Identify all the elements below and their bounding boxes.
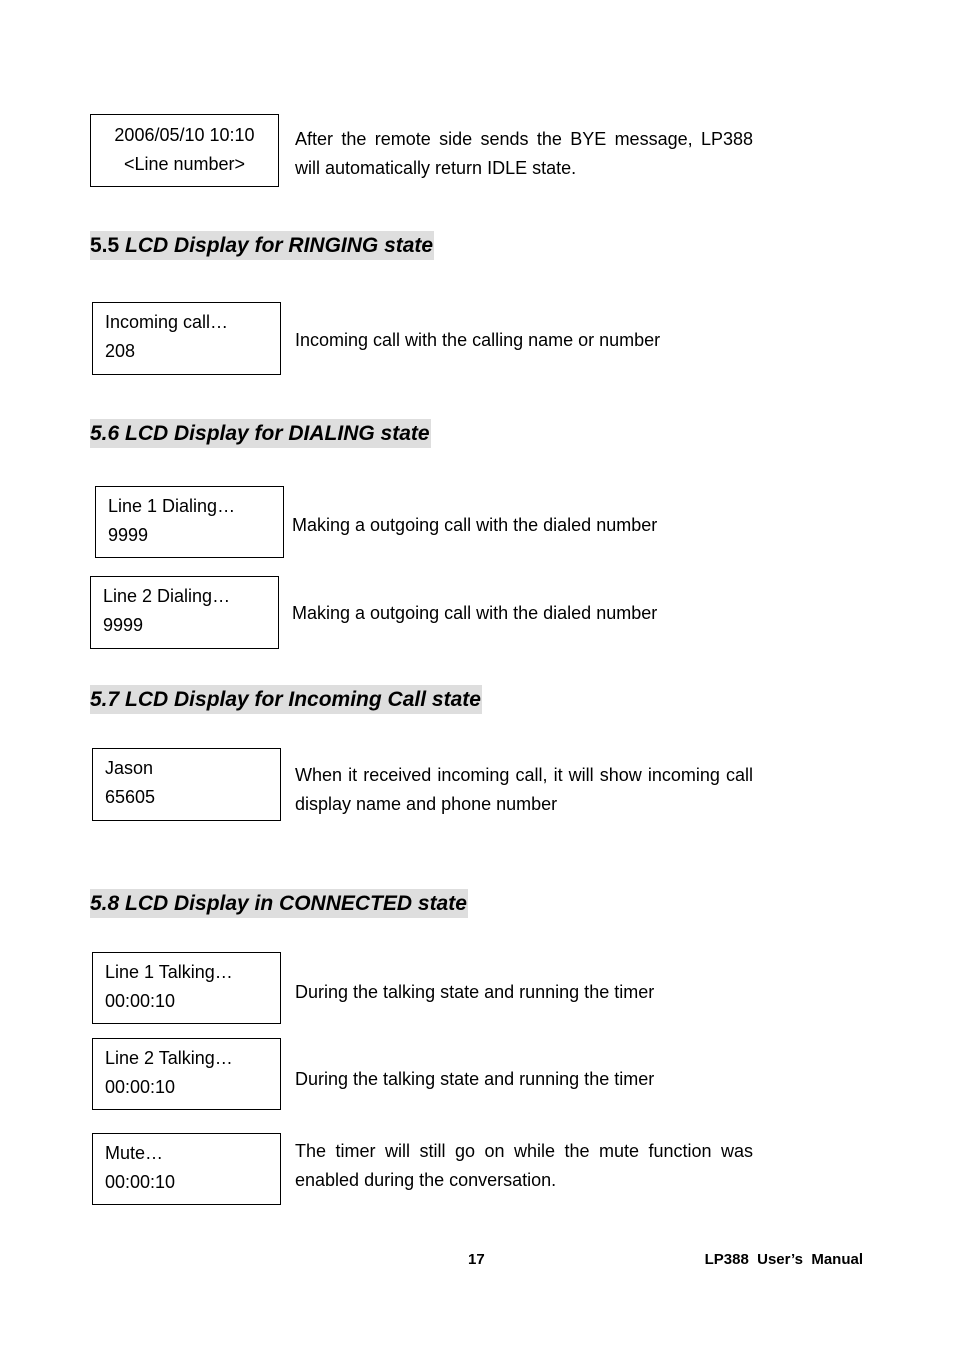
manual-title: LP388 User’s Manual — [704, 1251, 863, 1268]
lcd-description: During the talking state and running the timer — [295, 1069, 655, 1089]
section-heading-connected — [90, 889, 468, 918]
lcd-display-incoming-call — [92, 748, 281, 821]
lcd-line-2: 65605 — [105, 787, 156, 807]
lcd-line-1: Jason — [105, 758, 154, 778]
lcd-description: Incoming call with the calling name or number — [295, 330, 661, 350]
lcd-line-2: 00:00:10 — [105, 1077, 176, 1097]
section-title: 5.6 LCD Display for DIALING state — [90, 422, 430, 445]
lcd-line-1: Incoming call… — [105, 312, 229, 332]
section-heading-incoming-call — [90, 685, 482, 714]
section-heading-dialing — [90, 419, 431, 448]
lcd-display-line2-talking — [92, 1038, 281, 1110]
lcd-line-2: 9999 — [108, 525, 149, 545]
section-title: 5.7 LCD Display for Incoming Call state — [90, 688, 481, 711]
lcd-line-1: Line 1 Talking… — [105, 962, 233, 982]
lcd-description: Making a outgoing call with the dialed number — [292, 603, 658, 623]
lcd-description: Making a outgoing call with the dialed number — [292, 515, 658, 535]
lcd-line-1: Line 1 Dialing… — [108, 496, 236, 516]
lcd-description: When it received incoming call, it will show incoming call display name and phone number — [295, 765, 753, 814]
lcd-line-1: Line 2 Dialing… — [103, 586, 231, 606]
lcd-line-1: 2006/05/10 10:10 — [114, 125, 255, 145]
page-number: 17 — [468, 1251, 485, 1268]
lcd-line-2: 208 — [105, 341, 136, 361]
lcd-description: During the talking state and running the timer — [295, 982, 655, 1002]
lcd-display-mute — [92, 1133, 281, 1205]
section-title: LCD Display for RINGING state — [125, 234, 434, 257]
lcd-display-line1-dialing — [95, 486, 284, 558]
lcd-display-idle-return — [90, 114, 279, 187]
lcd-display-line2-dialing — [90, 576, 279, 649]
section-heading-ringing — [90, 231, 434, 260]
lcd-description: After the remote side sends the BYE message, LP388 will automatically return IDLE state. — [295, 129, 753, 178]
section-number: 5.5 — [90, 234, 120, 257]
lcd-line-2: <Line number> — [123, 154, 246, 174]
lcd-line-1: Line 2 Talking… — [105, 1048, 233, 1068]
lcd-line-1: Mute… — [105, 1143, 164, 1163]
lcd-line-2: 9999 — [103, 615, 144, 635]
lcd-description: The timer will still go on while the mute function was enabled during the conversation. — [295, 1141, 753, 1190]
lcd-display-line1-talking — [92, 952, 281, 1024]
section-title: 5.8 LCD Display in CONNECTED state — [90, 892, 467, 915]
lcd-display-ringing — [92, 302, 281, 375]
lcd-line-2: 00:00:10 — [105, 1172, 176, 1192]
lcd-line-2: 00:00:10 — [105, 991, 176, 1011]
